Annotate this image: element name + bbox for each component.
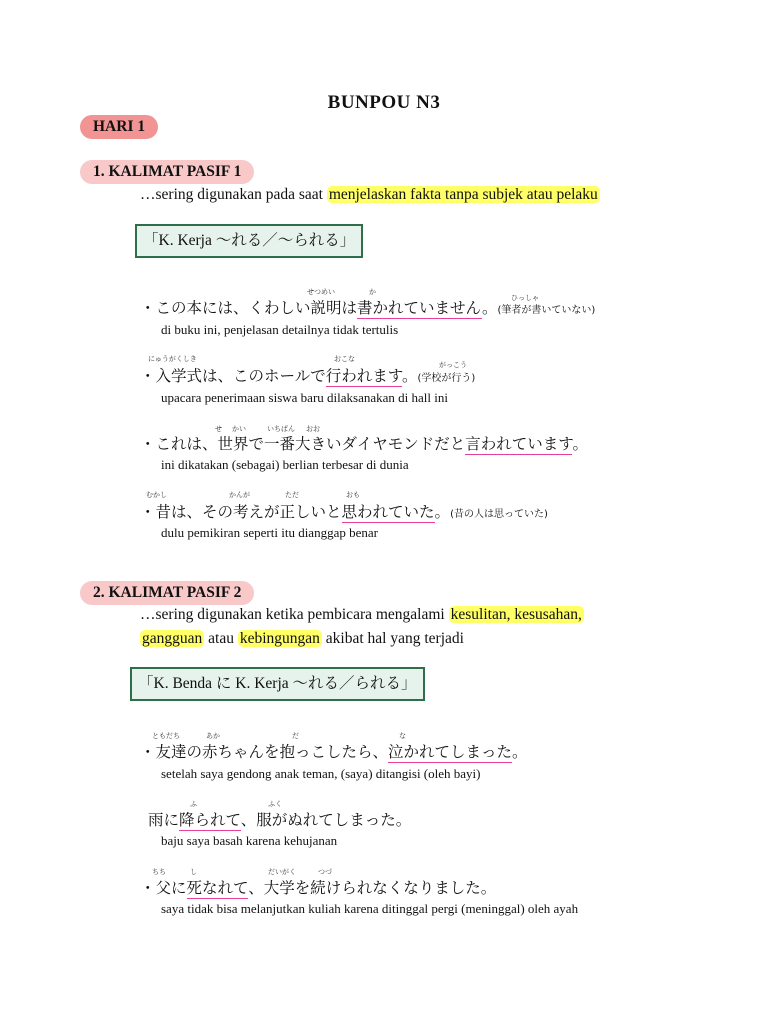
agent-note: (学校が行う): [417, 373, 476, 384]
description-text: …sering digunakan pada saat: [140, 186, 327, 203]
description-text: …sering digunakan ketika pembicara mengalami: [140, 606, 449, 623]
page-title: BUNPOU N3: [327, 92, 441, 113]
furigana: いちばん: [267, 425, 295, 433]
passive-verb-underlined: 言われています: [465, 435, 573, 453]
sentence-end: 。: [481, 299, 498, 317]
sentence-text: 入学式は、このホールで: [155, 367, 326, 385]
bullet: ・: [140, 367, 156, 385]
furigana: おこな: [334, 355, 355, 363]
sentence-end: 。: [401, 367, 418, 385]
furigana: あか: [206, 732, 220, 740]
sentence-text: これは、世界で一番大きいダイヤモンドだと: [155, 435, 466, 453]
agent-note: (昔の人は思っていた): [450, 509, 548, 520]
translation: upacara penerimaan siswa baru dilaksanakan di hall ini: [161, 390, 448, 405]
furigana: ただ: [285, 491, 299, 499]
furigana: ふく: [268, 800, 282, 808]
furigana: だいがく: [268, 868, 296, 876]
furigana: かい: [232, 425, 246, 433]
formula-box-2: 「K. Benda に K. Kerja 〜れる／られる」: [130, 667, 425, 701]
furigana: か: [369, 288, 376, 296]
description-highlight: kebingungan: [239, 630, 320, 647]
description-highlight: gangguan: [142, 630, 203, 647]
furigana: むかし: [146, 491, 167, 499]
example-sentence: [140, 876, 496, 898]
furigana: し: [190, 868, 197, 876]
translation: saya tidak bisa melanjutkan kuliah karena ditinggal pergi (meninggal) oleh ayah: [161, 901, 579, 916]
day-badge: HARI 1: [80, 115, 158, 139]
bullet: ・: [140, 435, 156, 453]
translation: baju saya basah karena kehujanan: [161, 833, 338, 848]
agent-note: (筆者が書いていない): [497, 305, 596, 316]
furigana: せつめい: [307, 288, 335, 296]
passive-verb-underlined: 書かれていません: [357, 299, 482, 317]
sentence-end: 。: [434, 503, 451, 521]
passive-verb-underlined: 死なれて: [186, 879, 249, 897]
sentence-text: 友達の赤ちゃんを抱っこしたら、: [155, 743, 389, 761]
example-sentence: [140, 296, 595, 318]
furigana: ふ: [190, 800, 197, 808]
section-1-description: [140, 186, 600, 204]
section-2-heading: 2. KALIMAT PASIF 2: [80, 581, 254, 605]
sentence-text: 父に: [155, 879, 187, 897]
section-2-description-line-2: [140, 630, 464, 648]
example-sentence: [140, 740, 528, 762]
furigana: ひっしゃ: [511, 294, 539, 302]
furigana: おお: [306, 425, 320, 433]
furigana: にゅうがくしき: [148, 355, 197, 363]
example-sentence: [148, 808, 411, 830]
sentence-end: 、服がぬれてしまった。: [240, 811, 412, 829]
section-2-description-line-1: [140, 606, 584, 624]
bullet: ・: [140, 743, 156, 761]
description-highlight: menjelaskan fakta tanpa subjek atau pelaku: [328, 186, 598, 203]
bullet: ・: [140, 879, 156, 897]
sentence-end: 。: [512, 743, 528, 761]
furigana: ともだち: [152, 732, 180, 740]
passive-verb-underlined: 思われていた: [341, 503, 435, 521]
furigana: ちち: [152, 868, 166, 876]
passive-verb-underlined: 泣かれてしまった: [388, 743, 513, 761]
sentence-text: 昔は、その考えが正しいと: [155, 503, 342, 521]
furigana: かんが: [229, 491, 250, 499]
sentence-end: 、大学を続けられなくなりました。: [248, 879, 497, 897]
section-1-heading: 1. KALIMAT PASIF 1: [80, 160, 254, 184]
description-text: atau: [204, 630, 238, 647]
sentence-text: この本には、くわしい説明は: [155, 299, 358, 317]
translation: dulu pemikiran seperti itu dianggap benar: [161, 525, 378, 540]
bullet: ・: [140, 503, 156, 521]
example-sentence: [140, 364, 475, 386]
furigana: な: [399, 732, 406, 740]
passive-verb-underlined: 降られて: [179, 811, 241, 829]
bullet: ・: [140, 299, 156, 317]
example-sentence: [140, 432, 588, 454]
translation: di buku ini, penjelasan detailnya tidak tertulis: [161, 322, 399, 337]
furigana: だ: [292, 732, 299, 740]
formula-box-1: 「K. Kerja 〜れる／〜られる」: [135, 224, 363, 258]
sentence-text: 雨に: [148, 811, 180, 829]
description-text: akibat hal yang terjadi: [321, 630, 464, 647]
sentence-end: 。: [572, 435, 588, 453]
translation: ini dikatakan (sebagai) berlian terbesar di dunia: [161, 457, 409, 472]
description-highlight: kesulitan, kesusahan,: [450, 606, 582, 623]
furigana: がっこう: [439, 361, 467, 369]
furigana: おも: [346, 491, 360, 499]
translation: setelah saya gendong anak teman, (saya) ditangisi (oleh bayi): [161, 766, 481, 781]
furigana: せ: [215, 425, 222, 433]
example-sentence: [140, 500, 548, 522]
furigana: つづ: [318, 868, 332, 876]
passive-verb-underlined: 行われます: [325, 367, 402, 385]
